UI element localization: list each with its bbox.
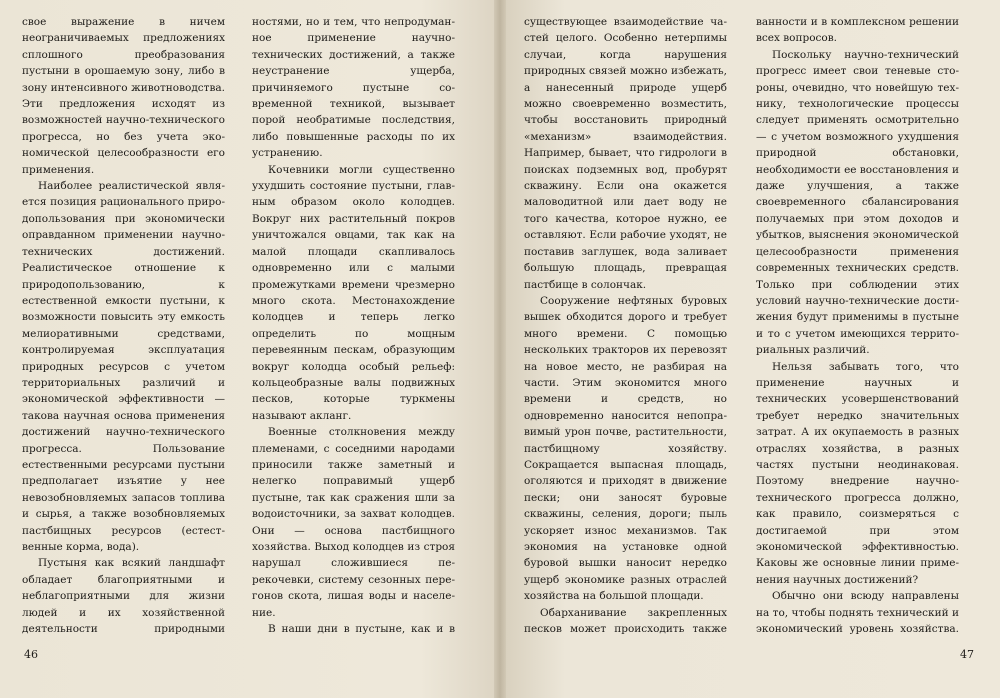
left-page-column-2	[252, 14, 455, 634]
paragraph: ванности и в комплексном решении всех вопросов.	[756, 16, 959, 45]
paragraph: Пустыня как всякий ландшафт обладает благоприятными и неблагоприятными для жизни людей и их хозяйственной деятельности природными	[22, 557, 225, 634]
left-page-column-1	[22, 14, 225, 634]
paragraph: Поскольку научно-технический прогресс имеет свои теневые стороны, очевидно, что новейшую технику, технологические процессы следует применять осмотрительно — с учетом возможного ухудшения природной обстановки, необходимости ее восстановления и даже улучшения, а также своевременного сбалансирования получаемых при этом доходов и убытков, выяснения экономической целесообразности применения современных технических средств. Только при соблюдении этих условий научно-технические достижения будут применимы в пустыне и то с учетом имеющихся территориальных различий.	[756, 48, 959, 357]
right-page	[506, 0, 1000, 698]
paragraph: Наиболее реалистической является позиция рационального природопользования при экономически оправданном применении научно-технических достижений. Реалистическое отношение к природопользованию, к естественной емкости пустыни, к возможности повысить эту емкость мелиоративными средствами, контролируемая эксплуатация природных ресурсов с учетом территориальных различий и экономической эффективности — такова научная основа применения достижений научно-технического прогресса. Пользование естественными ресурсами пустыни предполагает изъятие у нее невозобновляемых запасов топлива и сырья, а также возобновляемых пастбищных ресурсов (естественные корма, вода).	[22, 180, 225, 553]
paragraph: Обарханивание закрепленных песков может происходить также	[524, 606, 727, 634]
page-number-right: 47	[960, 648, 974, 661]
paragraph: Нельзя забывать того, что применение научных и технических усовершенствований требует нередко значительных затрат. А их окупаемость в разных отраслях хозяйства, в разных частях пустыни неодинаковая. Поэтому внедрение научно-технического прогресса должно, как правило, соизмеряться с достигаемой при этом экономической эффективностью. Каковы же основные линии применения научных достижений?	[756, 360, 959, 586]
paragraph: ностями, но и тем, что непродуманное применение научно-технических достижений, а также неустранение ущерба, причиняемого пустыне современной техникой, вызывает порой необратимые последствия, либо повышенные расходы по их устранению.	[252, 16, 455, 160]
page-number-left: 46	[24, 648, 38, 661]
right-page-column-2	[756, 14, 959, 634]
paragraph: Кочевники могли существенно ухудшить состояние пустыни, главным образом около колодцев. Вокруг них растительный покров уничтожался овцами, так как на малой площади скапливалось одновременно или с малыми промежутками времени чрезмерно много скота. Местонахождение колодцев и теперь легко определить по мощным перевеянным пескам, образующим вокруг колодца особый рельеф: кольцеобразные валы подвижных песков, которые туркмены называют акланг.	[252, 163, 455, 422]
paragraph: Военные столкновения между племенами, с соседними народами приносили также заметный и нелегко поправимый ущерб пустыне, так как сражения шли за водоисточники, за захват колодцев. Они — основа пастбищного хозяйства. Выход колодцев из строя нарушал сложившиеся перекочевки, систему сезонных перегонов скота, лишая воды и население.	[252, 426, 455, 619]
book-gutter	[494, 0, 506, 698]
paragraph: существующее взаимодействие частей целого. Особенно нетерпимы случаи, когда нарушения природных связей можно избежать, а нанесенный природе ущерб можно своевременно возместить, чтобы восстановить природный «механизм» взаимодействия. Например, бывает, что гидрологи в поисках подземных вод, пробурят скважину. Если она окажется маловодитной или дает воду не того качества, которое нужно, ее оставляют. Если рабочие уходят, не поставив заглушек, вода заливает большую площадь, превращая пастбище в солончак.	[524, 16, 727, 291]
paragraph: свое выражение в ничем неограничиваемых предложениях сплошного преобразования пустыни в орошаемую зону, либо в зону интенсивного животноводства. Эти предложения исходят из возможностей научно-технического прогресса, но без учета экономической целесообразности его применения.	[22, 16, 225, 176]
right-page-column-1	[524, 14, 727, 634]
left-page	[0, 0, 494, 698]
paragraph: Сооружение нефтяных буровых вышек обходится дорого и требует много времени. С помощью нескольких тракторов их перевозят на новое место, не разбирая на части. Этим экономится много времени и средств, но одновременно наносится непоправимый урон почве, растительности, пастбищному хозяйству. Сокращается выпасная площадь, оголяются и приходят в движение пески; они заносят буровые скважины, селения, дороги; пыль ускоряет износ механизмов. Так экономия на установке одной буровой вышки наносит нередко ущерб экономике разных отраслей хозяйства на большой площади.	[524, 294, 727, 603]
paragraph: В наши дни в пустыне, как и в	[268, 623, 455, 634]
paragraph: Обычно они всюду направлены на то, чтобы поднять технический и экономический уровень хозяйства.	[756, 590, 959, 634]
